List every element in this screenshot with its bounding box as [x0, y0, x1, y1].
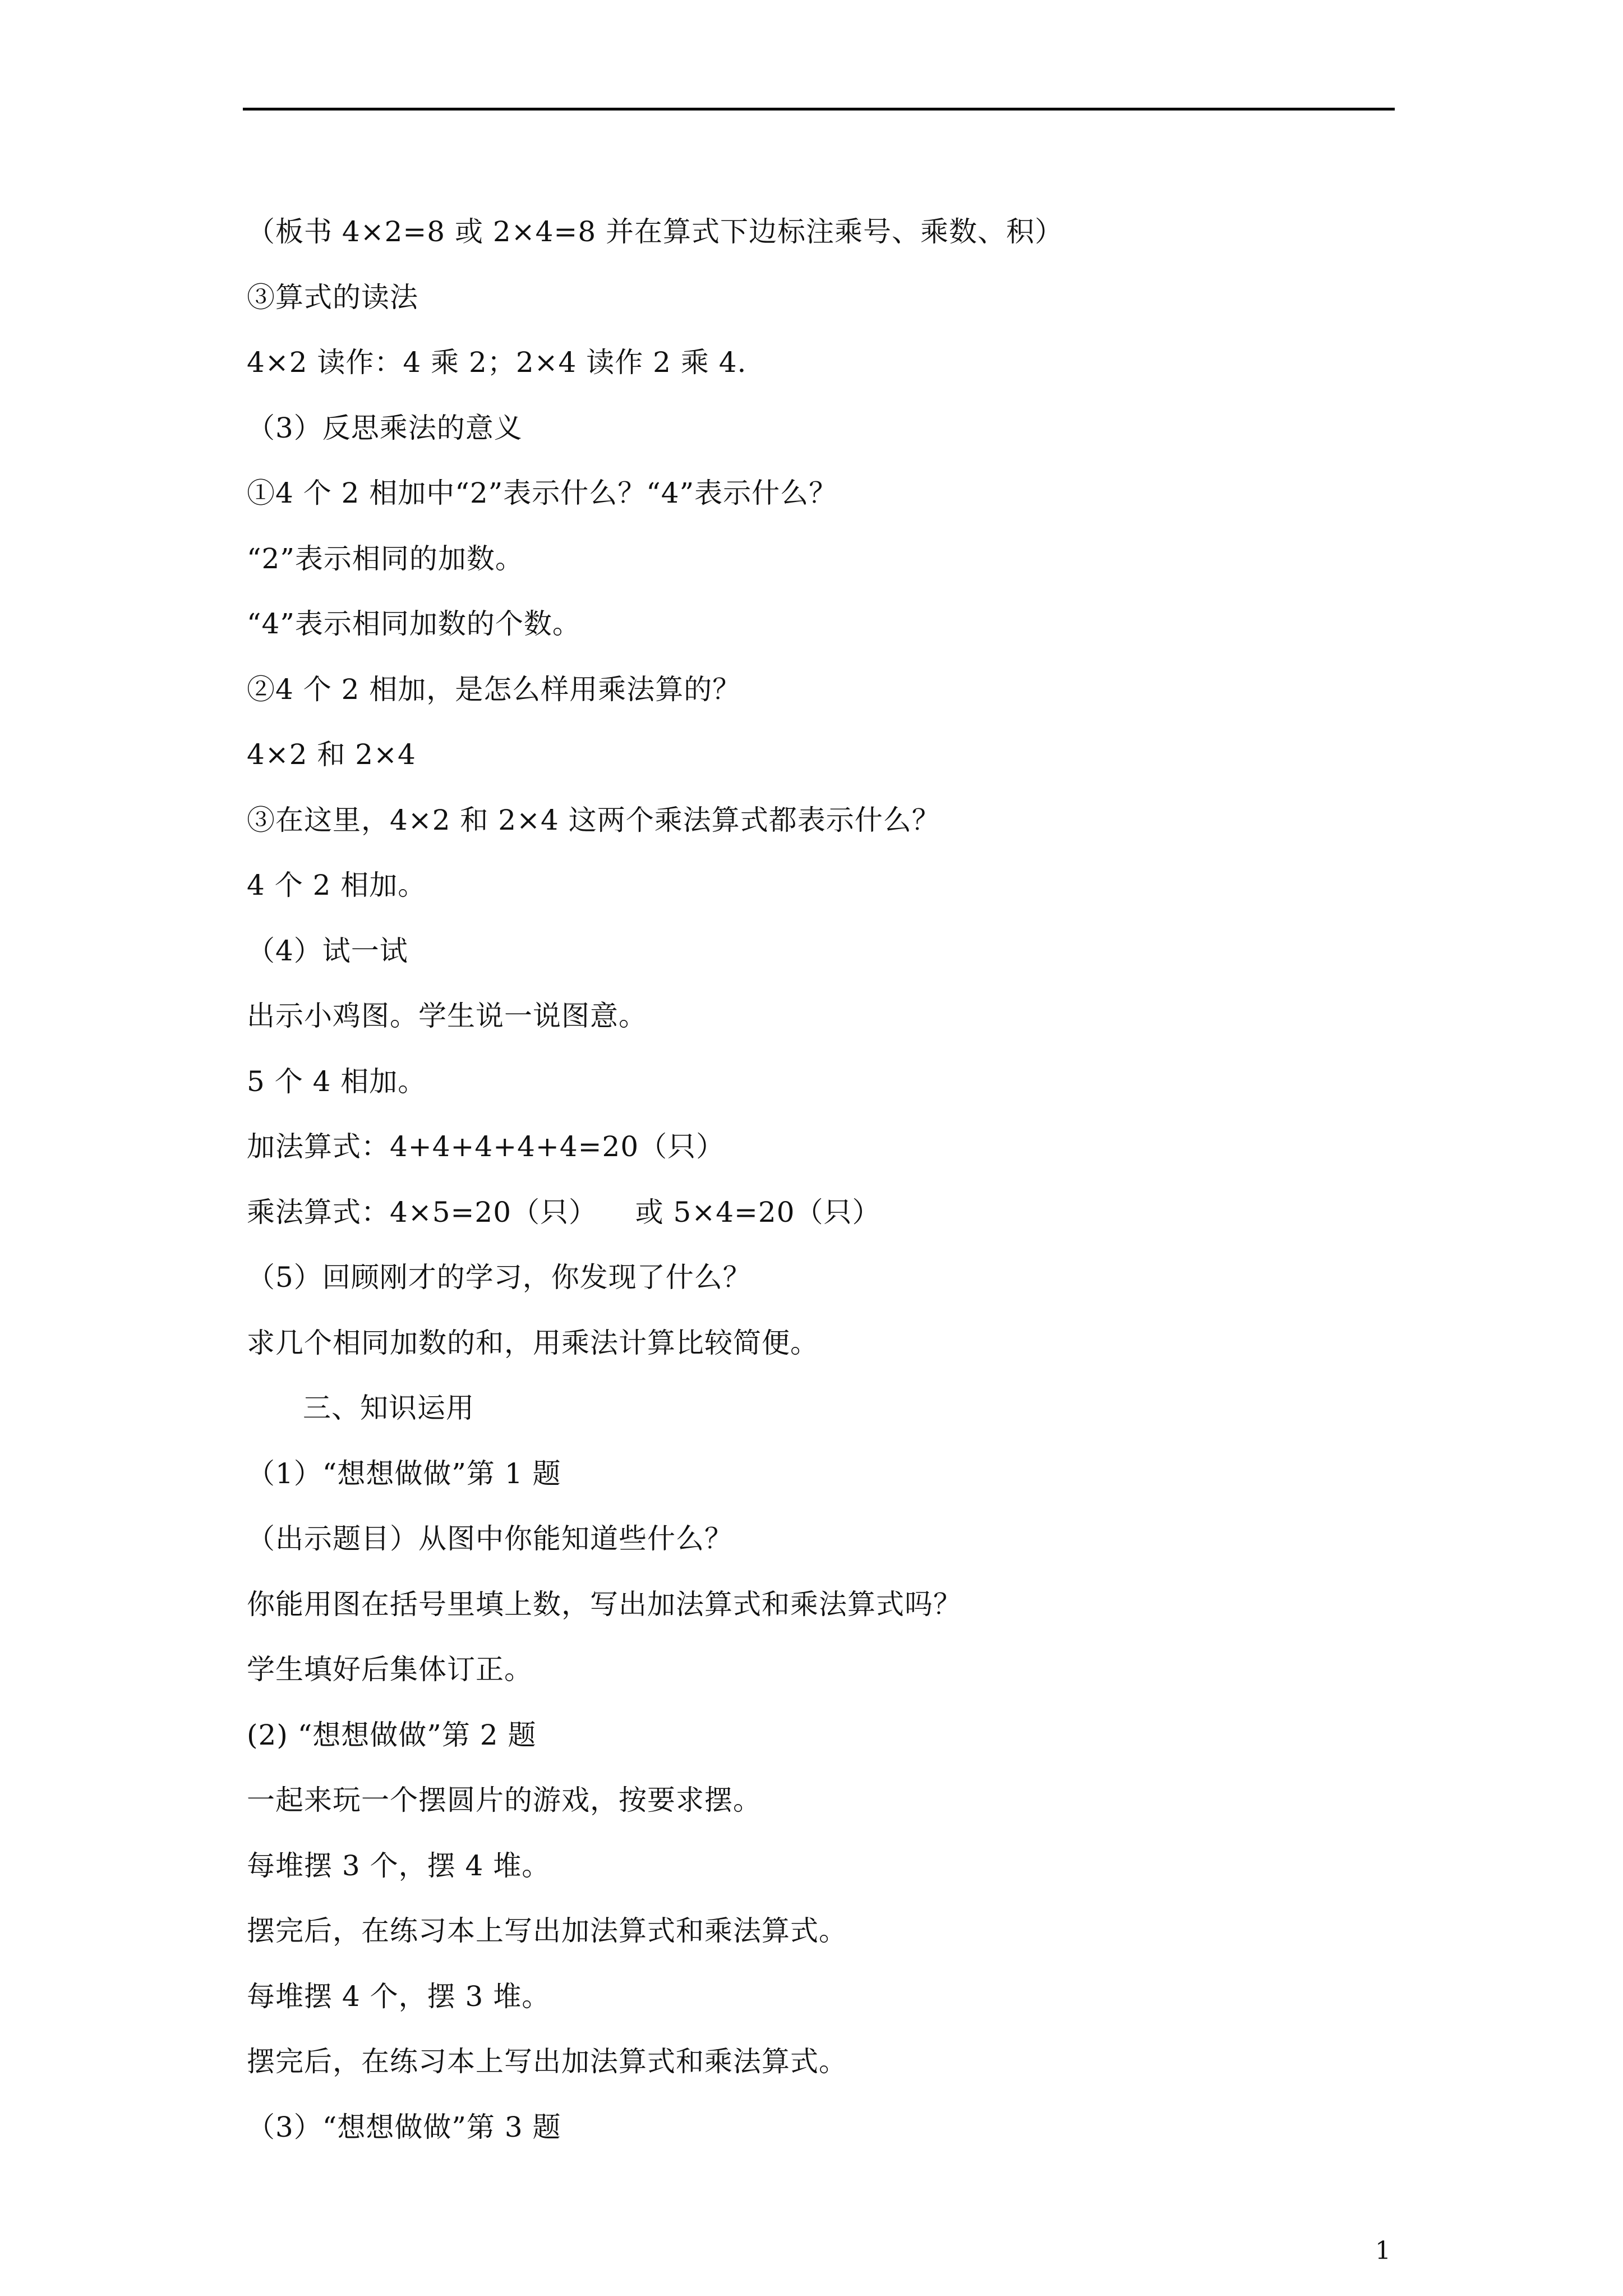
header-rule [243, 108, 1395, 111]
text-line: 摆完后，在练习本上写出加法算式和乘法算式。 [247, 2045, 847, 2078]
text-line: （3）反思乘法的意义 [247, 411, 523, 444]
text-line: 摆完后，在练习本上写出加法算式和乘法算式。 [247, 1915, 847, 1947]
text-line: 一起来玩一个摆圆片的游戏，按要求摆。 [247, 1784, 762, 1816]
text-line: ②4 个 2 相加，是怎么样用乘法算的？ [247, 673, 741, 706]
text-line: （4）试一试 [247, 934, 408, 967]
text-line: ③算式的读法 [247, 280, 418, 314]
text-line: 4×2 读作：4 乘 2；2×4 读作 2 乘 4. [247, 346, 747, 379]
text-line: （5）回顾刚才的学习，你发现了什么？ [247, 1261, 751, 1294]
text-line: “2”表示相同的加数。 [247, 542, 524, 575]
text-line: 4 个 2 相加。 [247, 869, 427, 901]
section-heading: 三、知识运用 [303, 1392, 474, 1424]
text-line: ③在这里，4×2 和 2×4 这两个乘法算式都表示什么？ [247, 803, 940, 836]
text-line: 乘法算式：4×5=20（只） 或 5×4=20（只） [247, 1195, 881, 1228]
text-line: 你能用图在括号里填上数，写出加法算式和乘法算式吗？ [247, 1588, 962, 1621]
page-number: 1 [1375, 2237, 1391, 2265]
text-line: 出示小鸡图。学生说一说图意。 [247, 1000, 647, 1032]
document-body [247, 212, 1391, 2173]
text-line: ①4 个 2 相加中“2”表示什么？“4”表示什么？ [247, 477, 838, 509]
text-line: “4”表示相同加数的个数。 [247, 608, 581, 640]
text-line: （3）“想想做做”第 3 题 [247, 2110, 561, 2143]
text-line: 4×2 和 2×4 [247, 738, 416, 771]
text-line: （出示题目）从图中你能知道些什么？ [247, 1522, 733, 1555]
text-line: 5 个 4 相加。 [247, 1065, 427, 1098]
text-line: （板书 4×2=8 或 2×4=8 并在算式下边标注乘号、乘数、积） [247, 215, 1064, 248]
text-line: 每堆摆 3 个，摆 4 堆。 [247, 1849, 551, 1882]
text-line: （1）“想想做做”第 1 题 [247, 1457, 561, 1490]
text-line: 加法算式：4+4+4+4+4=20（只） [247, 1130, 725, 1163]
text-line: 学生填好后集体订正。 [247, 1653, 533, 1686]
text-line: 求几个相同加数的和，用乘法计算比较简便。 [247, 1326, 819, 1359]
text-line: 每堆摆 4 个，摆 3 堆。 [247, 1980, 551, 2013]
text-line: (2) “想想做做”第 2 题 [247, 1718, 537, 1751]
